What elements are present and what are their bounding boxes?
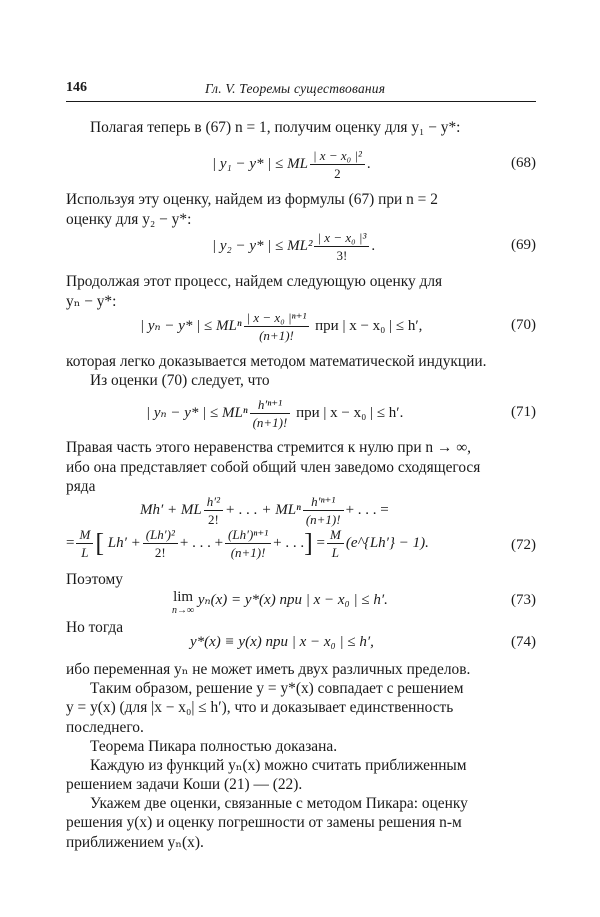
paragraph-p10-cont: y = y(x) (для |x − x₀| ≤ h′), что и доказывает единственность последнего.: [66, 699, 454, 736]
paragraph-p12-cont: решением задачи Коши (21) — (22).: [66, 776, 303, 793]
equation-number-68: (68): [511, 155, 536, 171]
page-number: 146: [66, 80, 87, 95]
equation-number-69: (69): [511, 237, 536, 253]
paragraph-p1: Полагая теперь в (67) n = 1, получим оценку для y₁ − y*:: [90, 119, 461, 136]
equation-68: | y₁ − y* | ≤ ML $\frac{\text{| x − x₀ |²}}{2}$ .: [212, 148, 371, 181]
paragraph-p2: Используя эту оценку, найдем из формулы (67) при n = 2 оценку для y₂ − y*:: [66, 191, 438, 228]
paragraph-p5: Из оценки (70) следует, что: [90, 372, 270, 389]
equation-number-73: (73): [511, 592, 536, 608]
paragraph-p7: Поэтому: [66, 571, 123, 588]
running-title: Гл. V. Теоремы существования: [205, 81, 386, 96]
paragraph-p11: Теорема Пикара полностью доказана.: [90, 738, 338, 755]
equation-number-71: (71): [511, 404, 536, 420]
paragraph-p9: ибо переменная yₙ не может иметь двух различных пределов.: [66, 661, 471, 678]
equation-number-70: (70): [511, 317, 536, 333]
paragraph-p10: Таким образом, решение y = y*(x) совпадает с решением: [90, 680, 464, 697]
equation-74: y*(x) ≡ y(x) при | x − x₀ | ≤ h′,: [190, 634, 374, 650]
paragraph-p13: Укажем две оценки, связанные с методом Пикара: оценку: [90, 795, 468, 812]
equation-69: | y₂ − y* | ≤ ML² $\frac{\text{| x − x₀ |³}}{3!}$ .: [212, 230, 376, 263]
header-rule: [66, 101, 536, 102]
paragraph-p3: Продолжая этот процесс, найдем следующую оценку для yₙ − y*:: [66, 273, 443, 310]
equation-70: | yₙ − y* | ≤ MLⁿ $\frac{\text{| x − x₀ |ⁿ⁺¹}}{(n+1)!}$ при | x − x₀ | ≤ h′,: [140, 310, 423, 343]
equation-71: | yₙ − y* | ≤ MLⁿ $\frac{\text{h′ⁿ⁺¹}}{(n+1)!}$ при | x − x₀ | ≤ h′.: [146, 397, 404, 430]
paragraph-p13-cont: решения y(x) и оценку погрешности от замены решения n-м приближением yₙ(x).: [66, 814, 462, 851]
equation-73: lim n→∞ yₙ(x) = y*(x) при | x − x₀ | ≤ h′.: [172, 589, 388, 616]
equation-number-74: (74): [511, 634, 536, 650]
equation-number-72: (72): [511, 537, 536, 553]
paragraph-p8: Но тогда: [66, 619, 124, 636]
paragraph-p4: которая легко доказывается методом математической индукции.: [66, 353, 487, 370]
equation-series-line1: Mh′ + ML $\frac{\text{h′²}}{2!}$ + . . . + MLⁿ $\frac{\text{h′ⁿ⁺¹}}{(n+1)!}$ + . . . =: [140, 494, 389, 527]
paragraph-p6: Правая часть этого неравенства стремится к нулю при n → ∞, ибо она представляет собой общий член заведомо сходящегося ряда: [66, 439, 481, 495]
equation-series-line2: = $\frac{M}{L}$ [ Lh′ + $\frac{\text{(Lh′)²}}{2!}$ + . . . + $\frac{\text{(Lh′)ⁿ⁺¹}}{(n+1)!}$ + . . .] = $\frac{M}{L}$ (e^{Lh′} − 1).: [66, 527, 429, 560]
paragraph-p12: Каждую из функций yₙ(x) можно считать приближенным: [90, 757, 467, 774]
